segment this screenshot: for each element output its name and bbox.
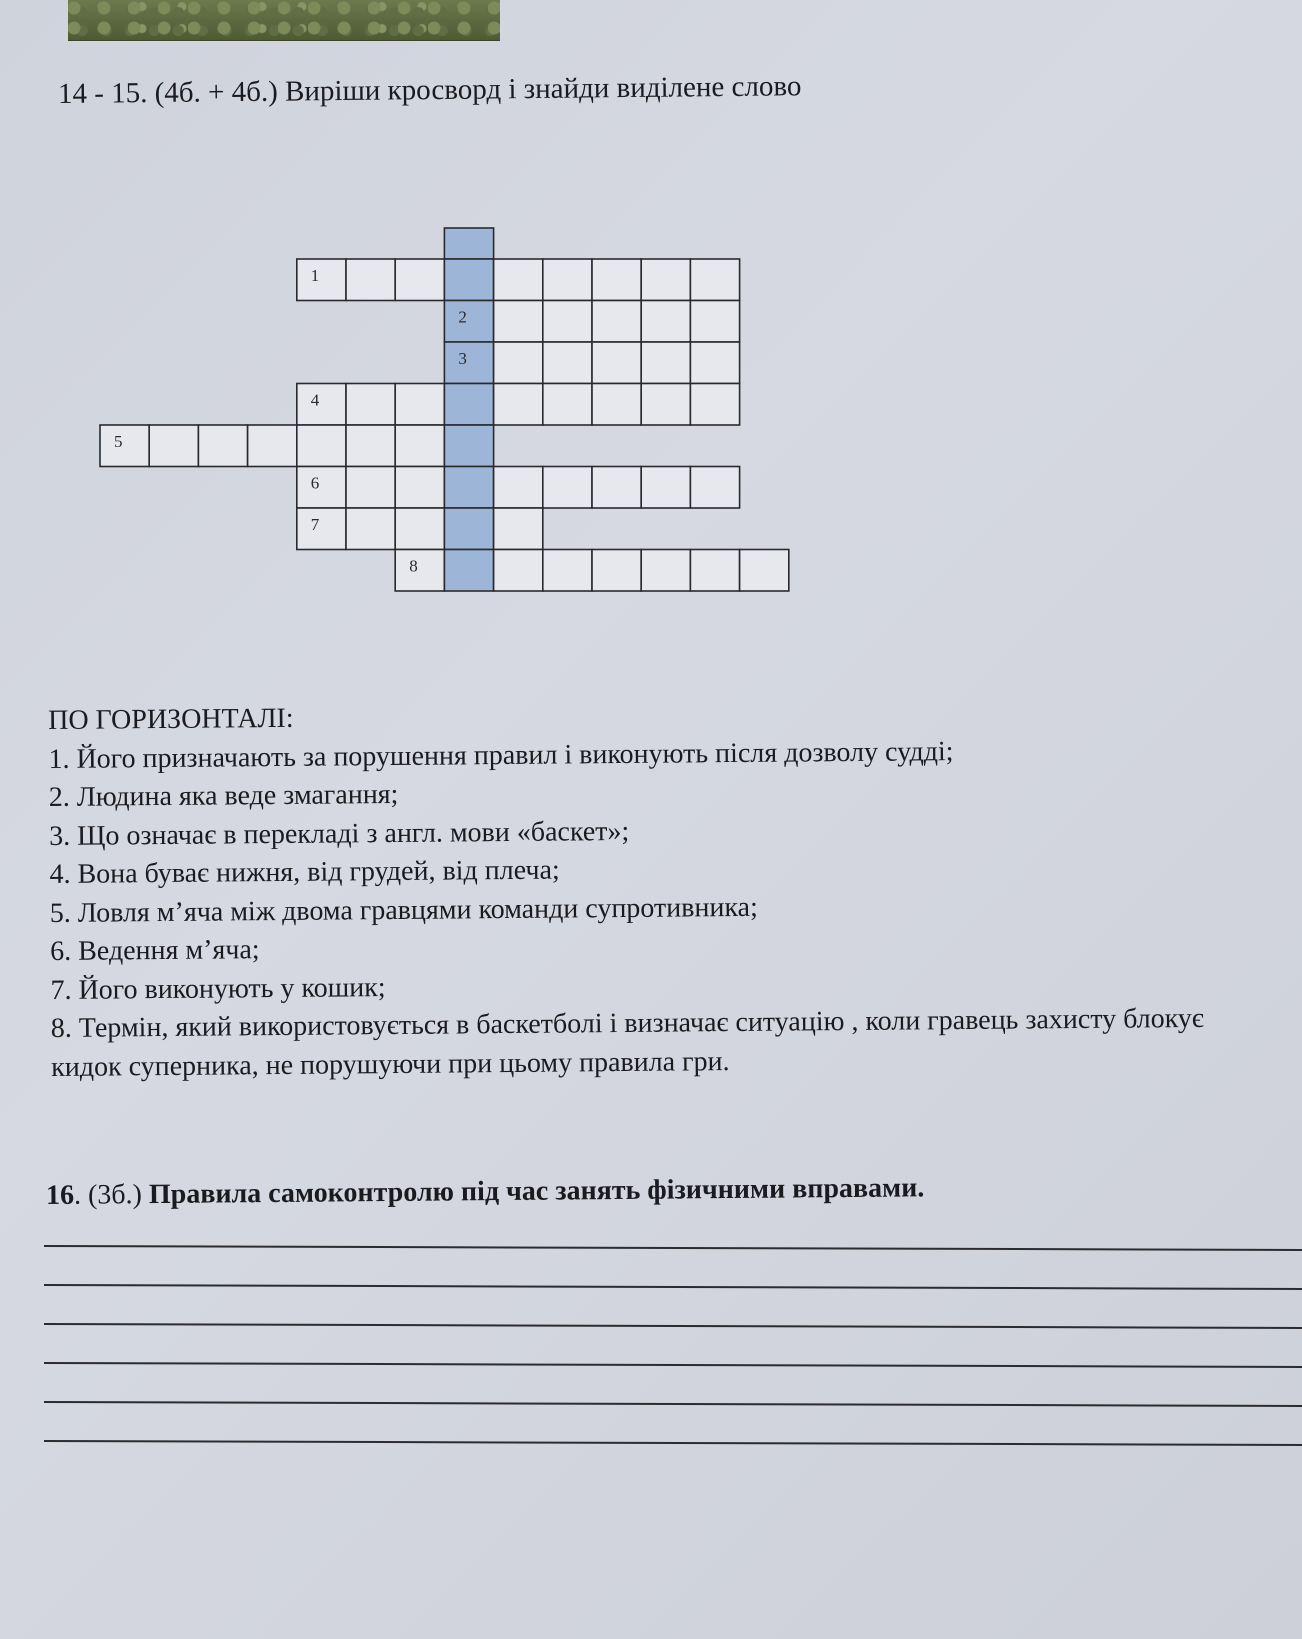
crossword-cell[interactable] [543,342,592,384]
crossword-cell[interactable] [641,301,690,343]
crossword-cell[interactable] [690,259,739,301]
crossword-cell[interactable] [395,384,444,426]
clues-section [48,691,1271,1087]
crossword-cell[interactable] [690,467,739,509]
crossword-cell[interactable] [592,259,641,301]
crossword-cell[interactable] [690,384,739,426]
crossword-cell[interactable] [346,508,395,550]
crossword-cell[interactable] [543,467,592,509]
clues-heading: ПО ГОРИЗОНТАЛІ: [48,702,294,736]
crossword-key-cap [444,228,493,259]
crossword-cell[interactable] [494,342,543,384]
crossword-cell[interactable] [641,259,690,301]
answer-line-2[interactable] [44,1284,1302,1290]
crossword-number-4: 4 [310,390,320,410]
crossword-cell[interactable] [100,425,149,467]
task-16-points: . (3б.) [73,1179,150,1211]
crossword-cell[interactable] [494,467,543,509]
clue-4: 4. Вона буває нижня, від грудей, від плеча; [49,854,560,890]
answer-line-4[interactable] [44,1362,1302,1368]
crossword-cell[interactable] [641,384,690,426]
crossword-number-6: 6 [310,473,320,493]
crossword-cell[interactable] [494,508,543,550]
crossword-cell[interactable] [641,342,690,384]
clue-3: 3. Що означає в перекладі з англ. мови «баскет»; [49,815,630,852]
clue-5: 5. Ловля м’яча між двома гравцями команди супротивника; [49,891,758,929]
answer-line-1[interactable] [44,1245,1302,1251]
crossword-cell[interactable] [395,508,444,550]
crossword-cell[interactable] [444,342,493,384]
crossword-grid [0,0,1302,600]
crossword-cell[interactable] [346,384,395,426]
task-16-text: Правила самоконтролю під час занять фізичними вправами. [148,1172,925,1211]
clue-1: 1. Його призначають за порушення правил і виконують після дозволу судді; [48,735,954,775]
crossword-number-1: 1 [310,266,320,285]
task-16-number: 16 [45,1179,75,1211]
crossword-cell[interactable] [297,508,346,550]
crossword-number-7: 7 [310,515,320,534]
crossword-cell[interactable] [494,301,543,343]
crossword-cell[interactable] [592,550,641,592]
crossword-cell[interactable] [395,425,444,467]
crossword-cell[interactable] [543,301,592,343]
crossword-cell[interactable] [444,550,493,592]
crossword-cell[interactable] [592,342,641,384]
task-title: 14 - 15. (4б. + 4б.) Виріши кросворд і знайди виділене слово [57,70,802,110]
answer-line-6[interactable] [44,1440,1302,1446]
clue-8: 8. Термін, який використовується в баскетболі і визначає ситуацію , коли гравець захисту блокує кидок суперника, не порушуючи при цьому правила гри. [50,1002,1205,1083]
crossword-cell[interactable] [592,384,641,426]
clue-7: 7. Його виконують у кошик; [50,971,386,1006]
crossword-cell[interactable] [395,550,444,592]
crossword-cell[interactable] [543,259,592,301]
crossword-number-2: 2 [458,307,467,327]
clue-2: 2. Людина яка веде змагання; [48,778,399,813]
crossword-number-8: 8 [409,556,418,576]
task-16 [46,1172,925,1212]
crossword-cell[interactable] [395,259,444,301]
crossword-cell[interactable] [641,550,690,592]
crossword-cell[interactable] [395,467,444,509]
crossword-cell[interactable] [690,342,739,384]
crossword-cell[interactable] [297,425,346,467]
crossword-cell[interactable] [690,301,739,343]
crossword-cell[interactable] [297,384,346,426]
crossword-cell[interactable] [543,550,592,592]
crossword-cell[interactable] [444,467,493,509]
crossword-cell[interactable] [198,425,247,467]
crossword-cell[interactable] [444,508,493,550]
crossword-cell[interactable] [740,550,789,592]
crossword-number-5: 5 [114,432,123,451]
crossword-cell[interactable] [346,259,395,301]
crossword-cell[interactable] [444,301,493,343]
crossword-cell[interactable] [248,425,297,467]
crossword-cell[interactable] [346,425,395,467]
answer-line-5[interactable] [44,1401,1302,1407]
answer-line-3[interactable] [44,1323,1302,1329]
crossword-cell[interactable] [543,384,592,426]
crossword-cell[interactable] [592,301,641,343]
crossword-cell[interactable] [494,550,543,592]
crossword-cell[interactable] [346,467,395,509]
crossword-cell[interactable] [641,467,690,509]
crossword-cell[interactable] [444,259,493,301]
crossword-cell[interactable] [494,259,543,301]
crossword-cell[interactable] [297,259,346,301]
crossword-cell[interactable] [690,550,739,592]
crossword-cell[interactable] [592,467,641,509]
crossword-cell[interactable] [149,425,198,467]
crossword-cell[interactable] [297,467,346,509]
clue-6: 6. Ведення м’яча; [50,934,260,967]
crossword-number-3: 3 [458,349,467,368]
crossword-cell[interactable] [444,425,493,467]
crossword-cell[interactable] [494,384,543,426]
crossword-cell[interactable] [444,384,493,426]
